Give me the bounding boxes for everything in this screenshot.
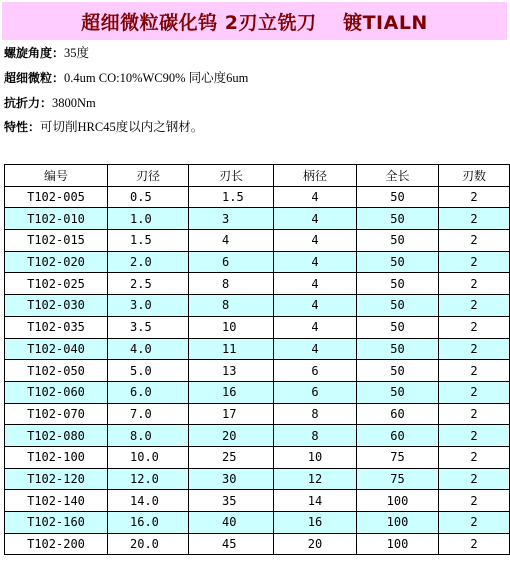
header-flutes: 刃数 [439,165,510,187]
cell-flute-length: 8 [189,295,274,317]
spec-helix [4,45,89,61]
header-overall-length: 全长 [357,165,439,187]
cell-diameter: 1.5 [108,230,189,252]
table-row [5,381,510,403]
cell-overall-length: 100 [357,533,439,555]
spec-strength-value: 3800Nm [52,96,96,110]
cell-diameter: 6.0 [108,381,189,403]
cell-flute-length: 13 [189,360,274,382]
cell-shank-diameter: 4 [274,208,357,230]
spec-strength-label: 抗折力： [4,96,53,110]
cell-shank-diameter: 14 [274,490,357,512]
cell-flute-length: 6 [189,251,274,273]
cell-diameter: 2.5 [108,273,189,295]
cell-code: T102-010 [5,208,108,230]
table-row [5,425,510,447]
cell-overall-length: 50 [357,295,439,317]
cell-diameter: 10.0 [108,446,189,468]
cell-flute-length: 4 [189,230,274,252]
cell-shank-diameter: 6 [274,360,357,382]
cell-flutes: 2 [439,338,510,360]
cell-diameter: 3.0 [108,295,189,317]
cell-diameter: 3.5 [108,316,189,338]
cell-flutes: 2 [439,360,510,382]
cell-diameter: 8.0 [108,425,189,447]
cell-code: T102-005 [5,186,108,208]
cell-overall-length: 100 [357,490,439,512]
cell-code: T102-080 [5,425,108,447]
header-flute-length: 刃长 [189,165,274,187]
cell-shank-diameter: 16 [274,512,357,534]
cell-code: T102-035 [5,316,108,338]
cell-flutes: 2 [439,403,510,425]
table-row [5,208,510,230]
cell-code: T102-015 [5,230,108,252]
cell-code: T102-200 [5,533,108,555]
spec-feature-label: 特性： [4,120,41,134]
cell-flute-length: 17 [189,403,274,425]
cell-flute-length: 16 [189,381,274,403]
cell-shank-diameter: 20 [274,533,357,555]
cell-flutes: 2 [439,316,510,338]
cell-flute-length: 30 [189,468,274,490]
cell-overall-length: 50 [357,273,439,295]
cell-overall-length: 75 [357,446,439,468]
cell-code: T102-160 [5,512,108,534]
cell-flutes: 2 [439,533,510,555]
spec-helix-value: 35度 [64,46,90,60]
table-row [5,533,510,555]
cell-code: T102-040 [5,338,108,360]
cell-code: T102-140 [5,490,108,512]
cell-shank-diameter: 4 [274,316,357,338]
spec-grain [4,70,248,86]
spec-feature [4,119,203,135]
cell-flute-length: 10 [189,316,274,338]
cell-code: T102-030 [5,295,108,317]
cell-shank-diameter: 4 [274,338,357,360]
cell-diameter: 20.0 [108,533,189,555]
cell-code: T102-060 [5,381,108,403]
spec-strength [4,95,96,111]
cell-shank-diameter: 4 [274,295,357,317]
cell-flutes: 2 [439,446,510,468]
cell-diameter: 14.0 [108,490,189,512]
cell-flute-length: 3 [189,208,274,230]
spec-helix-label: 螺旋角度： [4,46,65,60]
cell-flutes: 2 [439,490,510,512]
cell-code: T102-100 [5,446,108,468]
header-shank-diameter: 柄径 [274,165,357,187]
cell-overall-length: 60 [357,403,439,425]
cell-shank-diameter: 6 [274,381,357,403]
cell-flute-length: 45 [189,533,274,555]
cell-shank-diameter: 8 [274,425,357,447]
cell-flutes: 2 [439,295,510,317]
cell-flutes: 2 [439,186,510,208]
table-row [5,338,510,360]
spec-grain-label: 超细微粒： [4,71,65,85]
cell-flutes: 2 [439,208,510,230]
cell-diameter: 1.0 [108,208,189,230]
table-row [5,251,510,273]
cell-overall-length: 50 [357,316,439,338]
cell-flute-length: 40 [189,512,274,534]
cell-shank-diameter: 4 [274,186,357,208]
cell-flute-length: 11 [189,338,274,360]
table-row [5,360,510,382]
table-row [5,295,510,317]
cell-flutes: 2 [439,468,510,490]
cell-flute-length: 35 [189,490,274,512]
table-row [5,446,510,468]
cell-flutes: 2 [439,273,510,295]
page-title: 超细微粒碳化钨 2刃立铣刀 镀TIALN [81,11,428,34]
cell-code: T102-120 [5,468,108,490]
spec-table [4,164,510,555]
table-row [5,490,510,512]
cell-shank-diameter: 10 [274,446,357,468]
cell-diameter: 7.0 [108,403,189,425]
cell-code: T102-070 [5,403,108,425]
cell-diameter: 16.0 [108,512,189,534]
cell-overall-length: 50 [357,186,439,208]
cell-flutes: 2 [439,230,510,252]
cell-flutes: 2 [439,251,510,273]
header-code: 编号 [5,165,108,187]
cell-overall-length: 50 [357,208,439,230]
cell-diameter: 5.0 [108,360,189,382]
cell-overall-length: 100 [357,512,439,534]
cell-flute-length: 8 [189,273,274,295]
spec-feature-value: 可切削HRC45度以内之钢材。 [40,120,204,134]
table-row [5,186,510,208]
table-row [5,273,510,295]
cell-overall-length: 75 [357,468,439,490]
cell-flutes: 2 [439,512,510,534]
cell-flute-length: 25 [189,446,274,468]
cell-overall-length: 50 [357,360,439,382]
spec-grain-value: 0.4um CO:10%WC90% 同心度6um [64,71,249,85]
header-diameter: 刃径 [108,165,189,187]
cell-code: T102-025 [5,273,108,295]
table-row [5,512,510,534]
cell-flutes: 2 [439,381,510,403]
cell-diameter: 2.0 [108,251,189,273]
cell-code: T102-020 [5,251,108,273]
table-row [5,403,510,425]
cell-overall-length: 50 [357,381,439,403]
cell-shank-diameter: 8 [274,403,357,425]
cell-shank-diameter: 4 [274,230,357,252]
table-row [5,230,510,252]
table-header-row [5,165,510,187]
table-row [5,468,510,490]
cell-overall-length: 50 [357,338,439,360]
cell-diameter: 4.0 [108,338,189,360]
cell-code: T102-050 [5,360,108,382]
cell-diameter: 12.0 [108,468,189,490]
cell-flutes: 2 [439,425,510,447]
cell-shank-diameter: 4 [274,251,357,273]
page-title-banner [2,2,507,40]
cell-overall-length: 50 [357,230,439,252]
cell-shank-diameter: 4 [274,273,357,295]
cell-diameter: 0.5 [108,186,189,208]
cell-shank-diameter: 12 [274,468,357,490]
cell-overall-length: 50 [357,251,439,273]
cell-overall-length: 60 [357,425,439,447]
cell-flute-length: 1.5 [189,186,274,208]
table-row [5,316,510,338]
cell-flute-length: 20 [189,425,274,447]
